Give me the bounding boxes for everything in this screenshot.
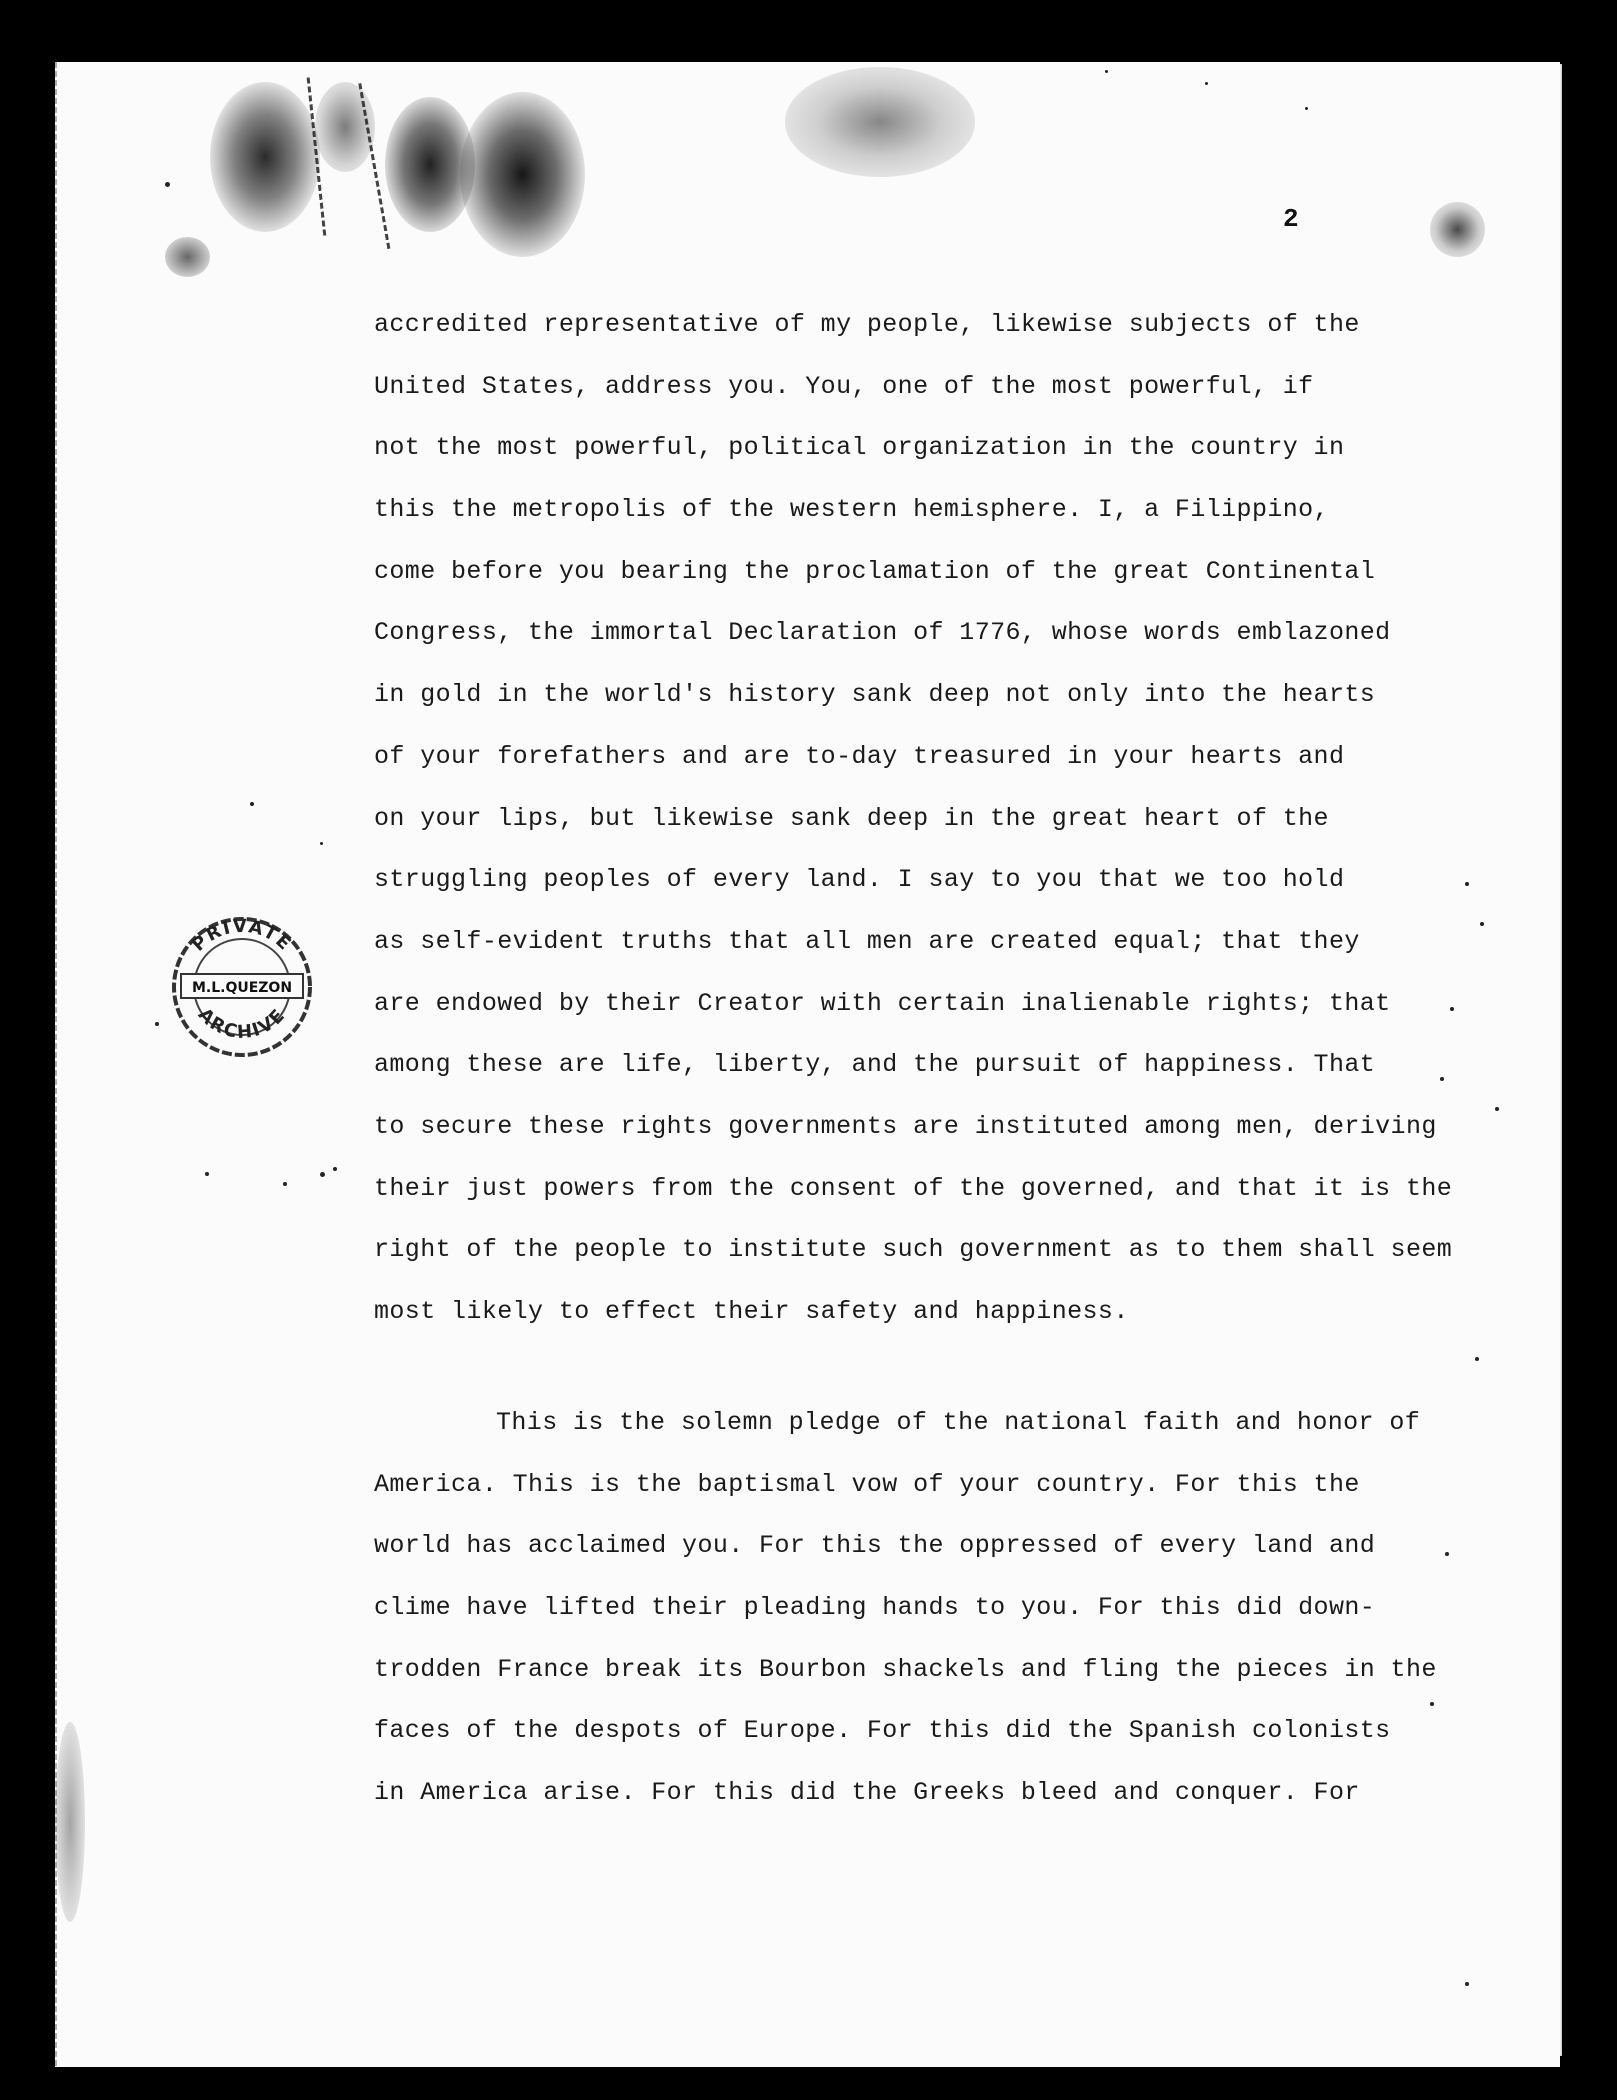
text-line: of your forefathers and are to-day treasured in your hearts and xyxy=(374,741,1345,771)
ink-smudge xyxy=(385,97,475,232)
text-line: right of the people to institute such government as to them shall seem xyxy=(374,1235,1453,1265)
ink-smudge xyxy=(55,1722,85,1922)
ink-smudge xyxy=(210,82,320,232)
text-line: in America arise. For this did the Greeks bleed and conquer. For xyxy=(374,1778,1360,1808)
text-line: on your lips, but likewise sank deep in the great heart of the xyxy=(374,803,1329,833)
text-line: their just powers from the consent of the governed, and that it is the xyxy=(374,1173,1453,1203)
paragraph-pledge xyxy=(374,1392,1524,1824)
ink-smudge xyxy=(460,92,585,257)
stamp-bottom-text: ARCHIVE xyxy=(193,1004,291,1044)
archive-stamp xyxy=(167,912,317,1062)
text-line: clime have lifted their pleading hands to you. For this did down- xyxy=(374,1593,1376,1623)
ink-streak xyxy=(55,62,57,2067)
text-line: accredited representative of my people, likewise subjects of the xyxy=(374,310,1360,339)
ink-streak xyxy=(358,83,390,251)
ink-smudge xyxy=(785,67,975,177)
text-line: Congress, the immortal Declaration of 1776, whose words emblazoned xyxy=(374,618,1391,648)
text-line: trodden France break its Bourbon shackels and fling the pieces in the xyxy=(374,1654,1437,1684)
text-line: struggling peoples of every land. I say to you that we too hold xyxy=(374,865,1345,895)
page-number: 2 xyxy=(1283,204,1299,234)
svg-text:PRIVATE xyxy=(188,916,296,956)
text-line: are endowed by their Creator with certain inalienable rights; that xyxy=(374,988,1391,1018)
document-page xyxy=(55,62,1560,2067)
text-line: to secure these rights governments are instituted among men, deriving xyxy=(374,1111,1437,1141)
text-line: come before you bearing the proclamation of the great Continental xyxy=(374,556,1376,586)
text-line: United States, address you. You, one of the most powerful, if xyxy=(374,371,1314,401)
stamp-middle-text: M.L.QUEZON xyxy=(191,980,293,996)
text-line: this the metropolis of the western hemisphere. I, a Filippino, xyxy=(374,495,1329,525)
svg-text:ARCHIVE xyxy=(194,1004,290,1043)
text-line: as self-evident truths that all men are created equal; that they xyxy=(374,926,1360,956)
text-line: in gold in the world's history sank deep not only into the hearts xyxy=(374,680,1376,710)
text-line: most likely to effect their safety and happiness. xyxy=(374,1297,1129,1326)
text-line: world has acclaimed you. For this the oppressed of every land and xyxy=(374,1531,1376,1561)
ink-streak xyxy=(307,77,327,236)
ink-smudge xyxy=(165,237,210,277)
text-line: among these are life, liberty, and the pursuit of happiness. That xyxy=(374,1050,1376,1080)
stamp-top-text: PRIVATE xyxy=(188,915,297,956)
ink-smudge xyxy=(1430,202,1485,257)
text-line: This is the solemn pledge of the national faith and honor of xyxy=(496,1408,1421,1437)
text-line: not the most powerful, political organization in the country in xyxy=(374,433,1345,463)
text-line: America. This is the baptismal vow of your country. For this the xyxy=(374,1469,1360,1499)
text-line: faces of the despots of Europe. For this did the Spanish colonists xyxy=(374,1716,1391,1746)
paragraph-declaration xyxy=(374,294,1524,1343)
